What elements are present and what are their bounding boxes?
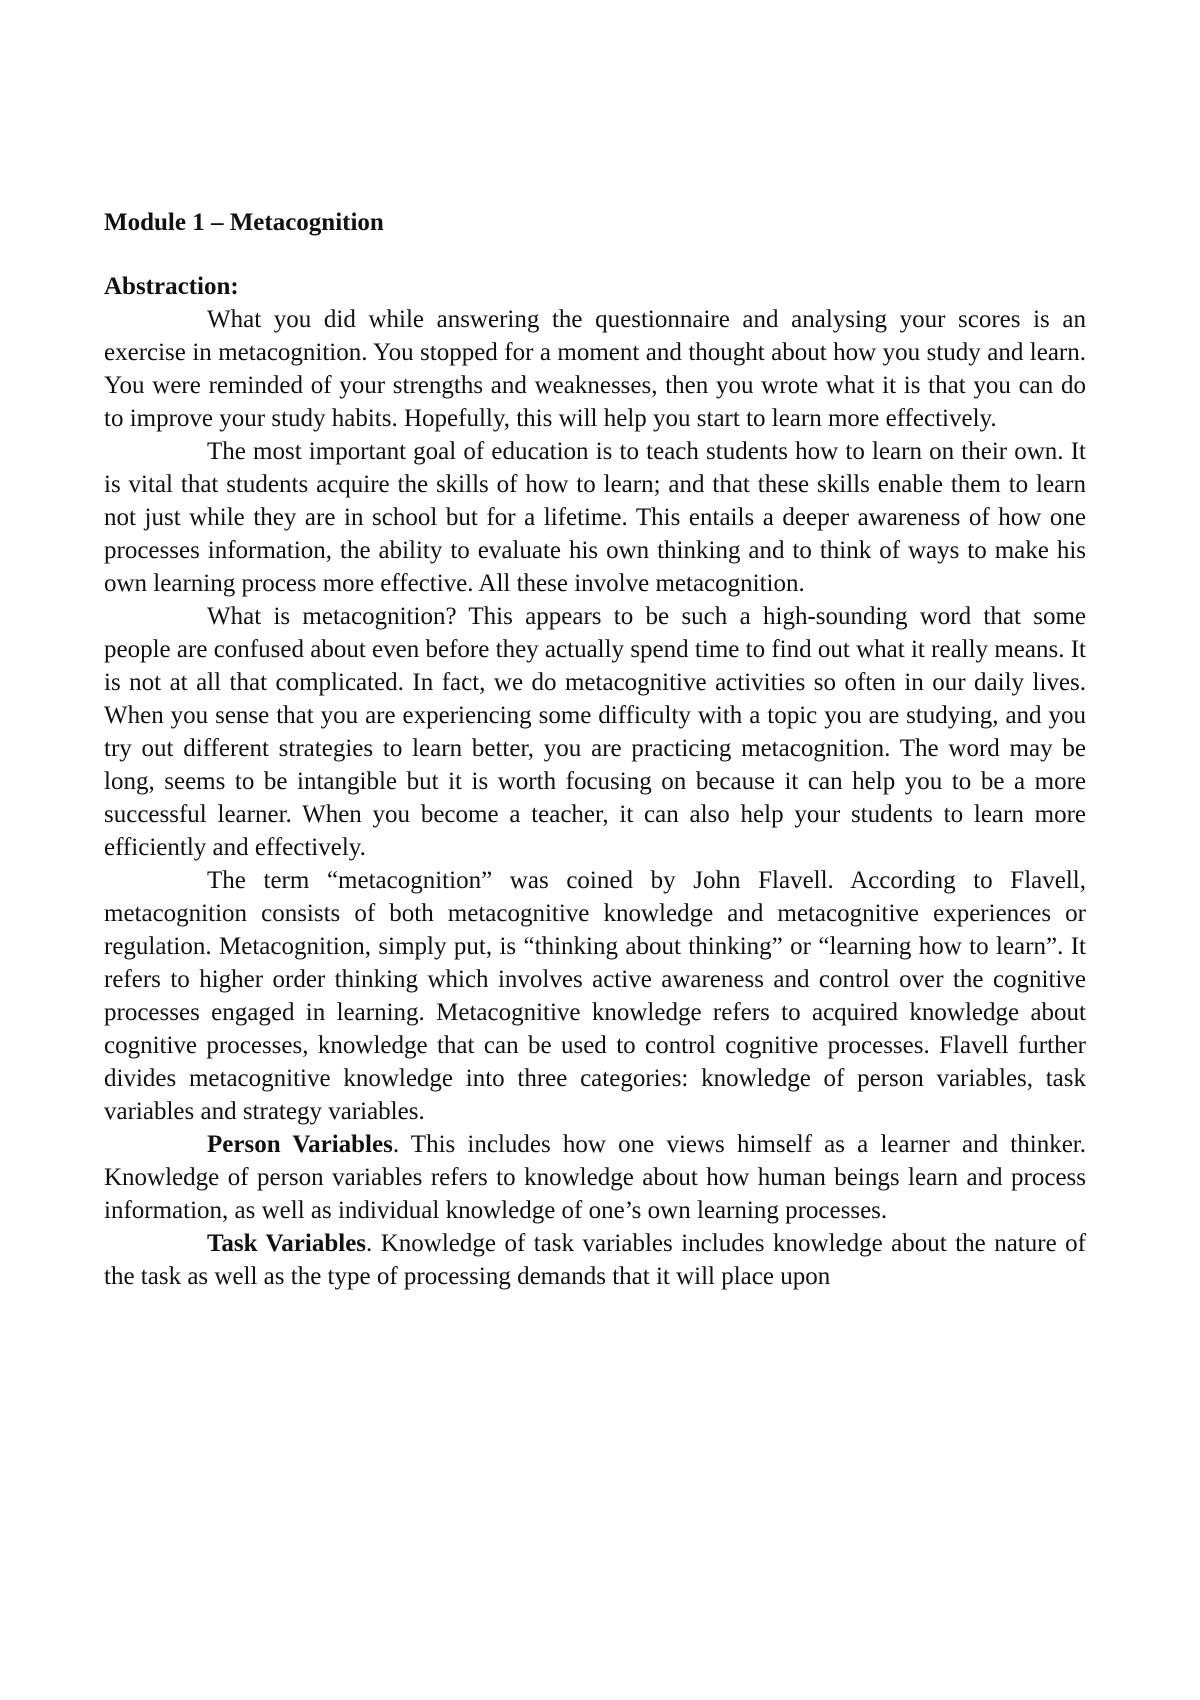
paragraph-education-goal <box>104 435 1086 600</box>
paragraph-text: What is metacognition? This appears to be such a high-sounding word that some people are confused about even before they actually spend time to find out what it really means. It is not at all that complicated. In fact, we do metacognitive activities so often in our daily lives. When you sense that you are experiencing some difficulty with a topic you are studying, and you try out different strategies to learn better, you are practicing metacognition. The word may be long, seems to be intangible but it is worth focusing on because it can help you to be a more successful learner. When you become a teacher, it can also help your students to learn more efficiently and effectively. <box>104 603 1086 861</box>
paragraph-text: . Knowledge of task variables includes knowledge about the nature of the task as well as the type of processing demands that it will place upon <box>104 1230 1086 1290</box>
paragraph-what-is-metacognition <box>104 600 1086 864</box>
module-title: Module 1 – Metacognition <box>104 209 384 236</box>
term-task-variables: Task Variables <box>207 1230 367 1257</box>
paragraph-flavell <box>104 864 1086 1128</box>
paragraph-task-variables <box>104 1227 1086 1293</box>
paragraph-person-variables <box>104 1128 1086 1227</box>
term-person-variables: Person Variables <box>207 1131 393 1158</box>
paragraph-text: What you did while answering the questionnaire and analysing your scores is an exercise in metacognition. You stopped for a moment and thought about how you study and learn. You were reminded of your strengths and weaknesses, then you wrote what it is that you can do to improve your study habits. Hopefully, this will help you start to learn more effectively. <box>104 306 1086 432</box>
paragraph-text: The most important goal of education is to teach students how to learn on their own. It is vital that students acquire the skills of how to learn; and that these skills enable them to learn not just while they are in school but for a lifetime. This entails a deeper awareness of how one processes information, the ability to evaluate his own thinking and to think of ways to make his own learning process more effective. All these involve metacognition. <box>104 438 1086 597</box>
paragraph-text: The term “metacognition” was coined by John Flavell. According to Flavell, metacognition consists of both metacognitive knowledge and metacognitive experiences or regulation. Metacognition, simply put, is “thinking about thinking” or “learning how to learn”. It refers to higher order thinking which involves active awareness and control over the cognitive processes engaged in learning. Metacognitive knowledge refers to acquired knowledge about cognitive processes, knowledge that can be used to control cognitive processes. Flavell further divides metacognitive knowledge into three categories: knowledge of person variables, task variables and strategy variables. <box>104 867 1086 1125</box>
document-page <box>104 206 1086 1293</box>
section-heading: Abstraction: <box>104 273 239 300</box>
paragraph-intro <box>104 303 1086 435</box>
paragraph-text: . This includes how one views himself as a learner and thinker. Knowledge of person variables refers to knowledge about how human beings learn and process information, as well as individual knowledge of one’s own learning processes. <box>104 1131 1086 1224</box>
